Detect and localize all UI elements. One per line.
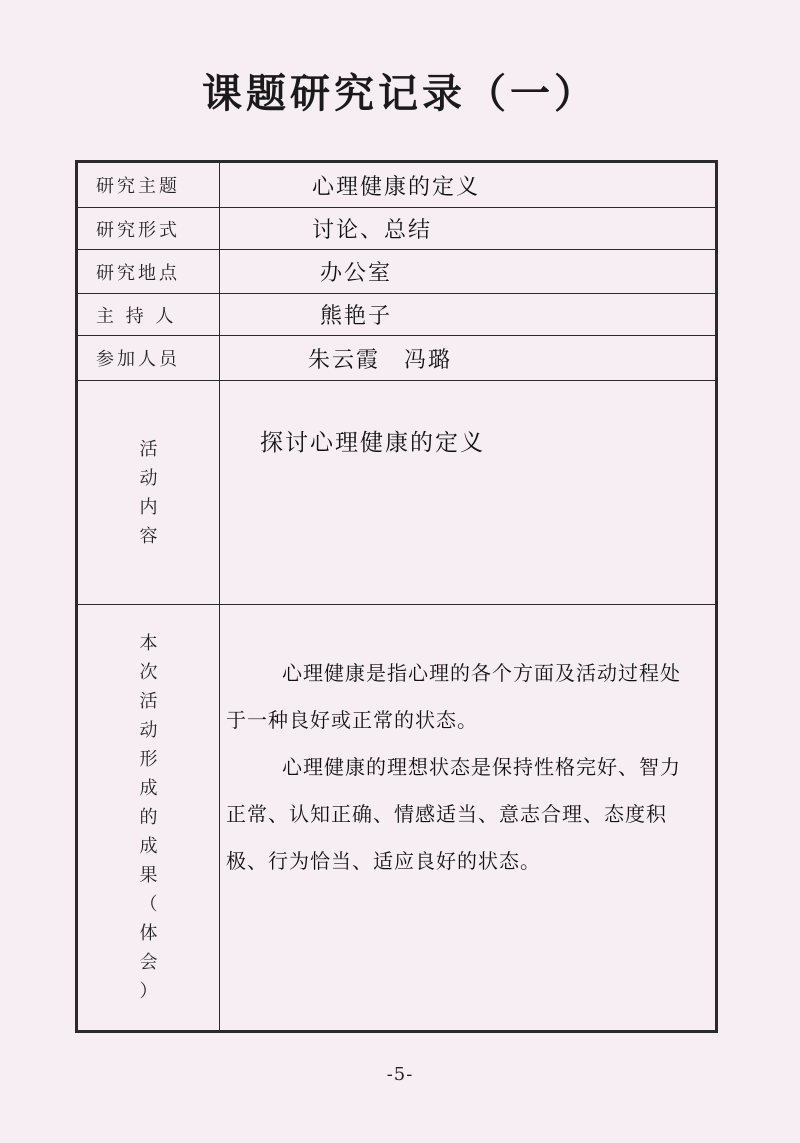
outcome-label-char: 次: [139, 662, 158, 683]
field-value-topic: [220, 162, 717, 208]
outcome-label-char: 体: [139, 923, 158, 944]
format-text: 讨论、总结: [312, 218, 433, 243]
outcome-label-char: 成: [139, 778, 158, 799]
outcome-content-cell: [220, 605, 717, 1032]
form-row-host: [77, 294, 717, 336]
form-row-activity: [77, 381, 717, 605]
field-value-format: [220, 208, 717, 250]
form-row-topic: [77, 162, 717, 208]
outcome-paragraph: 心理健康的理想状态是保持性格完好、智力正常、认知正确、情感适当、意志合理、态度积极、行为恰当、适应良好的状态。: [226, 755, 681, 873]
outcome-paragraph: 心理健康是指心理的各个方面及活动过程处于一种良好或正常的状态。: [226, 661, 681, 732]
outcome-label-char: 本: [139, 633, 158, 654]
activity-label-char: 活: [139, 438, 158, 460]
field-label-participants: 参加人员: [77, 336, 220, 381]
field-label-format: 研究形式: [77, 208, 220, 250]
outcome-label-char: 的: [139, 807, 158, 828]
field-label-host: 主 持 人: [77, 294, 220, 336]
outcome-content: [220, 605, 715, 885]
form-row-format: [77, 208, 717, 250]
form-row-location: [77, 250, 717, 294]
form-row-outcome: [77, 605, 717, 1032]
page-number: -5-: [386, 1064, 414, 1085]
outcome-label-char: 形: [139, 749, 158, 770]
activity-label-char: 动: [139, 467, 158, 489]
research-record-form: [75, 160, 718, 1033]
activity-label-char: 容: [139, 525, 158, 547]
location-text: 办公室: [320, 261, 393, 286]
activity-content-cell: [220, 381, 717, 605]
outcome-label: [77, 605, 220, 1032]
page-title: 课题研究记录（一）: [202, 70, 598, 117]
activity-label-char: 内: [139, 496, 158, 518]
host-text: 熊艳子: [320, 304, 393, 329]
outcome-label-char: ）: [139, 981, 158, 1002]
field-label-topic: 研究主题: [77, 162, 220, 208]
field-value-participants: [220, 336, 717, 381]
activity-label: [77, 381, 220, 605]
field-value-host: [220, 294, 717, 336]
outcome-label-char: 果: [139, 865, 158, 886]
participants-text: 朱云霞 冯璐: [308, 347, 453, 373]
field-value-location: [220, 250, 717, 294]
outcome-label-char: 会: [139, 952, 158, 973]
outcome-label-char: 活: [139, 691, 158, 712]
field-label-location: 研究地点: [77, 250, 220, 294]
form-row-participants: [77, 336, 717, 381]
topic-text: 心理健康的定义: [312, 174, 481, 200]
outcome-label-char: 动: [139, 720, 158, 741]
outcome-label-char: （: [139, 894, 158, 915]
outcome-label-char: 成: [139, 836, 158, 857]
activity-content: 探讨心理健康的定义: [260, 430, 485, 456]
